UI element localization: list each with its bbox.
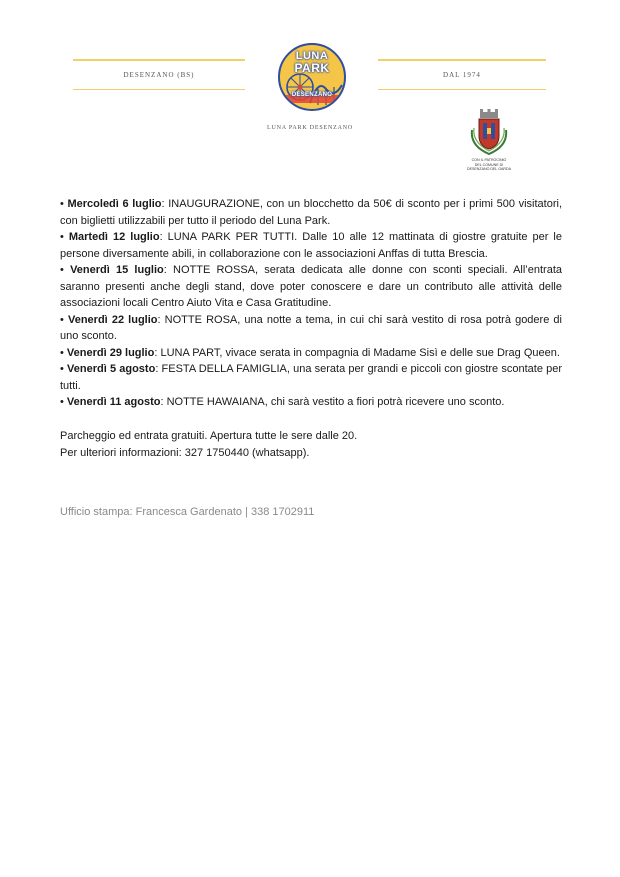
event-description: : LUNA PARK PER TUTTI. Dalle 10 alle 12 mattinata di giostre gratuite per le persone diversamente abili, in collaborazione con le associazioni Anffas di tutta Brescia.: [60, 231, 562, 260]
contact-info: Per ulteriori informazioni: 327 1750440 (whatsapp).: [60, 446, 310, 459]
event-date: Mercoledì 6 luglio: [67, 198, 162, 210]
location-label: DESENZANO (BS): [123, 71, 195, 79]
coat-of-arms-icon: [468, 108, 510, 156]
bullet: •: [60, 264, 64, 276]
bullet: •: [60, 346, 64, 359]
event-description: : LUNA PART, vivace serata in compagnia di Madame Sisì e delle sue Drag Queen.: [154, 346, 560, 359]
event-date: Venerdì 5 agosto: [67, 363, 156, 375]
event-date: Venerdì 22 luglio: [67, 313, 158, 326]
event-item: [60, 361, 562, 394]
bullet: •: [60, 313, 64, 326]
bullet: •: [60, 231, 64, 243]
event-date: Martedì 12 luglio: [68, 231, 160, 243]
event-description: : NOTTE HAWAIANA, chi sarà vestito a fiori potrà ricevere uno sconto.: [160, 396, 505, 408]
logo-word-park: PARK: [294, 61, 330, 75]
logo-word-desenzano: DESENZANO: [291, 92, 333, 98]
parking-info: Parcheggio ed entrata gratuiti. Apertura tutte le sere dalle 20.: [60, 430, 358, 442]
bullet: •: [60, 363, 64, 375]
brand-sub-label: LUNA PARK DESENZANO: [267, 125, 353, 131]
press-office: Ufficio stampa: Francesca Gardenato | 338 1702911: [60, 506, 315, 518]
logo-word-luna: LUNA: [295, 50, 329, 62]
patronage-line-2: DEL COMUNE DI: [474, 162, 504, 167]
event-description: : NOTTE ROSA, una notte a tema, in cui chi sarà vestito di rosa potrà godere di uno sconto.: [60, 313, 562, 342]
event-date: Venerdì 15 luglio: [70, 264, 164, 276]
patronage-line-1: CON IL PATROCINIO: [471, 158, 507, 162]
header-line-right-top: [378, 59, 546, 61]
event-description: : NOTTE ROSSA, serata dedicata alle donne con sconti speciali. All’entrata saranno presenti anche degli stand, dove poter conoscere e dare un contributo alle attività delle associazioni locali Centro Aiuto Vita e Casa Gratitudine.: [60, 264, 562, 309]
header-line-left-top: [73, 59, 245, 61]
practical-info: [60, 428, 562, 461]
event-item: [60, 229, 562, 262]
event-list: [60, 196, 562, 411]
bullet: •: [60, 396, 64, 408]
header-line-left-bottom: [73, 89, 245, 90]
patronage-line-3: DESENZANO DEL GARDA: [467, 167, 511, 172]
event-item: [60, 262, 562, 312]
since-label: DAL 1974: [443, 71, 481, 79]
event-date: Venerdì 11 agosto: [66, 396, 161, 408]
patronage-note: [458, 158, 520, 172]
event-description: : INAUGURAZIONE, con un blocchetto da 50€ di sconto per i primi 500 visitatori, con biglietti utilizzabili per tutto il periodo del Luna Park.: [60, 198, 562, 227]
event-date: Venerdì 29 luglio: [66, 346, 155, 359]
event-item: [60, 196, 562, 229]
bullet: •: [60, 198, 64, 210]
luna-park-logo: [278, 43, 346, 111]
event-item: [60, 345, 562, 362]
event-description: : FESTA DELLA FAMIGLIA, una serata per grandi e piccoli con giostre scontate per tutti.: [60, 363, 563, 392]
event-item: [60, 394, 562, 411]
header-line-right-bottom: [378, 89, 546, 90]
event-item: [60, 312, 562, 345]
